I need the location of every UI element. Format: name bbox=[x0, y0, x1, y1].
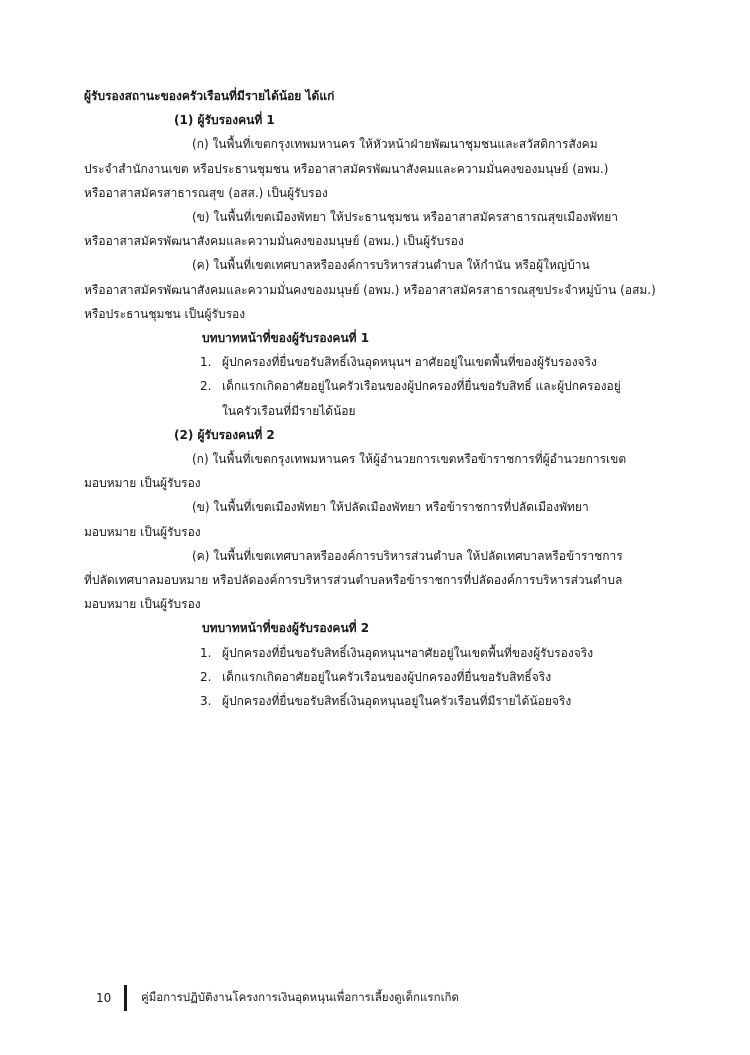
section1-duties-title: บทบาทหน้าที่ของผู้รับรองคนที่ 1 bbox=[202, 331, 370, 346]
list-item-number: 3. bbox=[200, 694, 212, 709]
section1-title: (1) ผู้รับรองคนที่ 1 bbox=[174, 113, 275, 128]
list-item bbox=[84, 374, 656, 422]
page-content bbox=[84, 84, 656, 713]
list-item-text-continued: ในครัวเรือนที่มีรายได้น้อย bbox=[222, 403, 356, 418]
list-item bbox=[84, 641, 656, 665]
section1-item-kha bbox=[84, 205, 656, 253]
section1-kho-line2: หรืออาสาสมัครพัฒนาสังคมและความมั่นคงของมนุษย์ (อพม.) หรืออาสาสมัครสาธารณสุขประจำหมู่บ้าน (อสม.) bbox=[84, 282, 656, 297]
page-footer bbox=[96, 985, 459, 1011]
section1-duties-list bbox=[84, 350, 656, 423]
list-item-number: 2. bbox=[200, 379, 212, 394]
section1-kha-line1: (ข) ในพื้นที่เขตเมืองพัทยา ให้ประธานชุมชน หรืออาสาสมัครสาธารณสุขเมืองพัทยา bbox=[192, 210, 618, 225]
section1-item-ka bbox=[84, 132, 656, 205]
section2-kho-line1: (ค) ในพื้นที่เขตเทศบาลหรือองค์การบริหารส่วนตำบล ให้ปลัดเทศบาลหรือข้าราชการ bbox=[192, 548, 623, 563]
section2-kha-line2: มอบหมาย เป็นผู้รับรอง bbox=[84, 524, 201, 539]
section1-ka-line1: (ก) ในพื้นที่เขตกรุงเทพมหานคร ให้หัวหน้าฝ่ายพัฒนาชุมชนและสวัสดิการสังคม bbox=[192, 137, 598, 152]
list-item-text: เด็กแรกเกิดอาศัยอยู่ในครัวเรือนของผู้ปกครองที่ยื่นขอรับสิทธิ์จริง bbox=[222, 669, 552, 684]
section1-ka-line3: หรืออาสาสมัครสาธารณสุข (อสส.) เป็นผู้รับรอง bbox=[84, 185, 328, 200]
section2-kho-line2: ที่ปลัดเทศบาลมอบหมาย หรือปลัดองค์การบริหารส่วนตำบลหรือข้าราชการที่ปลัดองค์การบริหารส่วนตำบล bbox=[84, 573, 623, 588]
section1-kho-line3: หรือประธานชุมชน เป็นผู้รับรอง bbox=[84, 306, 246, 321]
section2-ka-line1: (ก) ในพื้นที่เขตกรุงเทพมหานคร ให้ผู้อำนวยการเขตหรือข้าราชการที่ผู้อำนวยการเขต bbox=[192, 452, 627, 467]
section2-item-kho bbox=[84, 544, 656, 617]
section1-kha-line2: หรืออาสาสมัครพัฒนาสังคมและความมั่นคงของมนุษย์ (อพม.) เป็นผู้รับรอง bbox=[84, 234, 464, 249]
section2-kha-line1: (ข) ในพื้นที่เขตเมืองพัทยา ให้ปลัดเมืองพัทยา หรือข้าราชการที่ปลัดเมืองพัทยา bbox=[192, 500, 589, 515]
list-item-text: ผู้ปกครองที่ยื่นขอรับสิทธิ์เงินอุดหนุนฯ อาศัยอยู่ในเขตพื้นที่ของผู้รับรองจริง bbox=[222, 355, 597, 370]
list-item bbox=[84, 665, 656, 689]
list-item-number: 1. bbox=[200, 645, 212, 660]
footer-divider bbox=[124, 985, 127, 1011]
section2-duties-list bbox=[84, 641, 656, 714]
list-item bbox=[84, 689, 656, 713]
page-number: 10 bbox=[96, 991, 112, 1005]
list-item-text: ผู้ปกครองที่ยื่นขอรับสิทธิ์เงินอุดหนุนฯอาศัยอยู่ในเขตพื้นที่ของผู้รับรองจริง bbox=[222, 645, 594, 660]
section2-item-ka bbox=[84, 447, 656, 495]
section1-item-kho bbox=[84, 253, 656, 326]
list-item bbox=[84, 350, 656, 374]
list-item-number: 2. bbox=[200, 669, 212, 684]
section2-duties-title: บทบาทหน้าที่ของผู้รับรองคนที่ 2 bbox=[202, 621, 370, 636]
section2-title: (2) ผู้รับรองคนที่ 2 bbox=[174, 427, 275, 442]
list-item-text: เด็กแรกเกิดอาศัยอยู่ในครัวเรือนของผู้ปกครองที่ยื่นขอรับสิทธิ์ และผู้ปกครองอยู่ bbox=[222, 379, 621, 394]
list-item-number: 1. bbox=[200, 355, 212, 370]
section-heading: ผู้รับรองสถานะของครัวเรือนที่มีรายได้น้อย ได้แก่ bbox=[84, 89, 335, 103]
section2-kho-line3: มอบหมาย เป็นผู้รับรอง bbox=[84, 597, 201, 612]
section1-kho-line1: (ค) ในพื้นที่เขตเทศบาลหรือองค์การบริหารส่วนตำบล ให้กำนัน หรือผู้ใหญ่บ้าน bbox=[192, 258, 590, 273]
list-item-text: ผู้ปกครองที่ยื่นขอรับสิทธิ์เงินอุดหนุนอยู่ในครัวเรือนที่มีรายได้น้อยจริง bbox=[222, 694, 572, 709]
section1-ka-line2: ประจำสำนักงานเขต หรือประธานชุมชน หรืออาสาสมัครพัฒนาสังคมและความมั่นคงของมนุษย์ (อพม.) bbox=[84, 161, 609, 176]
section2-item-kha bbox=[84, 495, 656, 543]
section2-ka-line2: มอบหมาย เป็นผู้รับรอง bbox=[84, 476, 201, 491]
footer-title: คู่มือการปฏิบัติงานโครงการเงินอุดหนุนเพื่อการเลี้ยงดูเด็กแรกเกิด bbox=[141, 990, 459, 1004]
